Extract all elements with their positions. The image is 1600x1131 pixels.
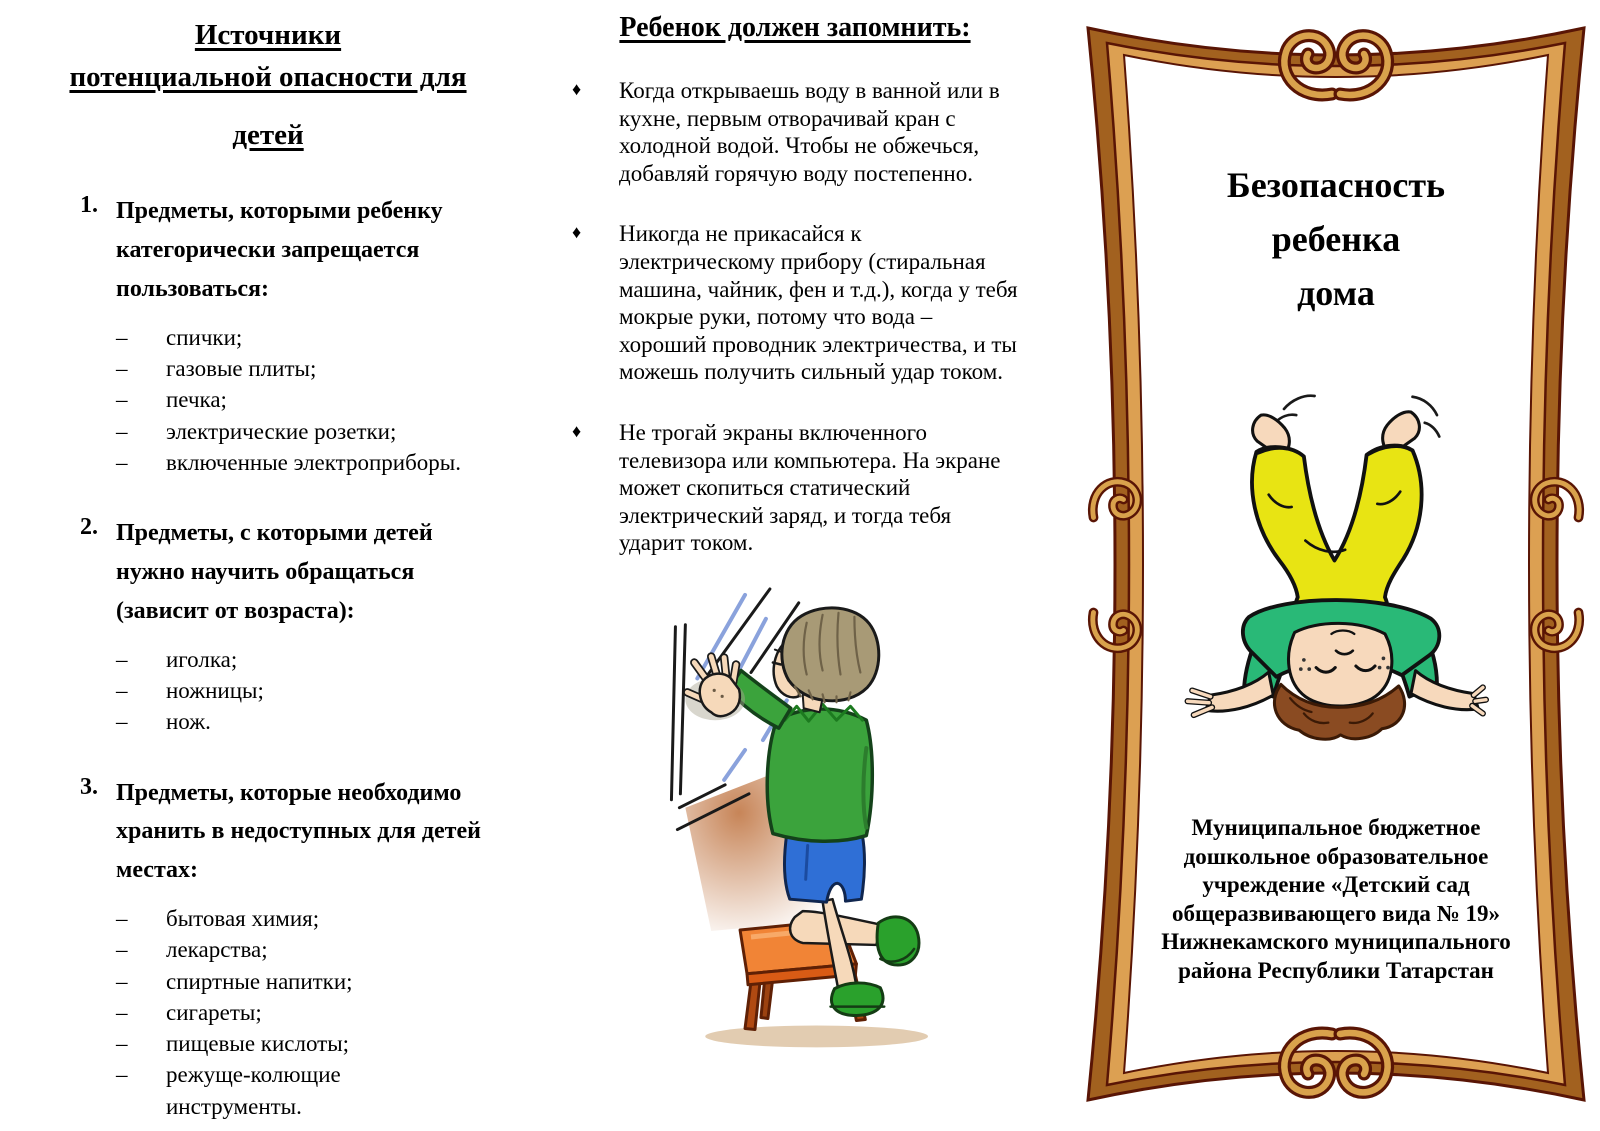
green-shoe-front [832,983,883,1016]
list-item: – спички; [116,322,486,353]
list-item: – сигареты; [116,997,486,1028]
panel-title-line: дома [1297,273,1375,313]
list-item: – бытовая химия; [116,903,486,934]
item-heading-line: местах: [116,857,199,884]
list-item: – иголка; [116,644,486,675]
left-hand-fingers [1188,691,1212,715]
dash-marker: – [116,906,128,932]
memo-item: ♦ Никогда не прикасайся к электрическому прибору (стиральная машина, чайник, фен и т.д.), когда у тебя мокрые руки, потому что вода – хороший проводник электричества, и ты можешь получить сильный удар током. [572,221,1018,385]
footer-line: Нижнекамского муниципального [1161,929,1511,955]
item-number: 2. [80,514,98,541]
list-item: – спиртные напитки; [116,966,486,997]
diamond-bullet-icon: ♦ [572,222,582,243]
list-item: – режуще-колющие инструменты. [116,1059,486,1122]
yellow-suit [1252,446,1422,622]
dash-marker: – [116,387,128,413]
dash-marker: – [116,418,128,444]
panel-title-line: Безопасность [1226,165,1446,205]
dash-marker: – [116,449,128,475]
dash-list [116,644,486,738]
diamond-bullet-icon: ♦ [572,79,582,99]
panel-title-line: ребенка [1271,219,1401,259]
footer-line: общеразвивающего вида № 19» [1172,900,1500,926]
list-item: – лекарства; [116,934,486,965]
numbered-item-1 [50,192,486,478]
dash-marker: – [116,324,128,350]
left-title-line-3: детей [232,119,304,152]
dash-marker: – [116,646,128,672]
list-item: – включенные электроприборы. [116,447,486,478]
list-item: – электрические розетки; [116,416,486,447]
child-at-window-illustration [626,579,1052,1111]
memo-item: ♦ Когда открываешь воду в ванной или в кухне, первым отворачивай кран с холодной водой. Чтобы не обжечься, добавляй горячую воду постепенно. [572,78,1000,186]
list-item: – пищевые кислоты; [116,1028,486,1059]
left-title-line-1: Источники [194,19,342,51]
item-heading-line: Предметы, которые необходимо [116,779,462,806]
item-heading-line: (зависит от возраста): [116,597,355,624]
green-shoe-back [877,917,919,965]
diamond-bullet-icon: ♦ [572,420,582,441]
numbered-item-3 [50,774,486,1122]
item-heading-line: категорически запрещается [116,237,420,264]
list-item: – газовые плиты; [116,353,486,384]
item-number: 3. [80,773,98,800]
dash-marker: – [116,356,128,382]
list-item: – ножницы; [116,675,486,706]
dash-marker: – [116,937,128,963]
face [1289,623,1392,706]
left-arm [1206,672,1273,711]
dash-marker: – [116,677,128,703]
left-column [50,14,486,1122]
panel-title [1080,158,1592,320]
list-item: – печка; [116,384,486,415]
item-heading-line: Предметы, с которыми детей [116,520,433,547]
footer-line: Муниципальное бюджетное [1191,815,1481,840]
left-column-title [50,14,486,156]
footer-line: района Республики Татарстан [1178,957,1494,983]
footer-line: дошкольное образовательное [1183,843,1489,869]
left-title-line-2: потенциальной опасности для [69,61,467,94]
item-number: 1. [80,192,98,219]
dash-marker: – [116,709,128,735]
footer-line: учреждение «Детский сад [1202,872,1470,898]
list-item: – нож. [116,706,486,737]
hair [782,608,879,701]
item-heading-line: Предметы, которыми ребенку [116,198,443,225]
dash-marker: – [116,1031,128,1057]
middle-column-title: Ребенок должен запомнить: [619,12,971,43]
numbered-item-2 [50,514,486,737]
green-sweater [767,709,872,841]
item-heading-line: нужно научить обращаться [116,558,415,585]
right-arm [1411,671,1478,710]
institution-footer [1080,814,1592,985]
item-heading-line: хранить в недоступных для детей [116,818,481,845]
headstand-child-illustration [1183,336,1489,788]
middle-column [572,12,1018,1116]
dash-marker: – [116,968,128,994]
blue-shorts [784,833,864,902]
item-heading-line: пользоваться: [116,275,270,302]
ground-shadow [705,1025,928,1047]
dash-marker: – [116,1062,128,1088]
dash-list [116,322,486,478]
dash-list [116,903,486,1122]
right-panel [1080,16,1592,1112]
memo-item: ♦ Не трогай экраны включенного телевизора или компьютера. На экране может скопиться статический электрический заряд, и тогда тебя ударит током. [572,419,1001,556]
dash-marker: – [116,999,128,1025]
right-hand-fingers [1472,687,1486,713]
